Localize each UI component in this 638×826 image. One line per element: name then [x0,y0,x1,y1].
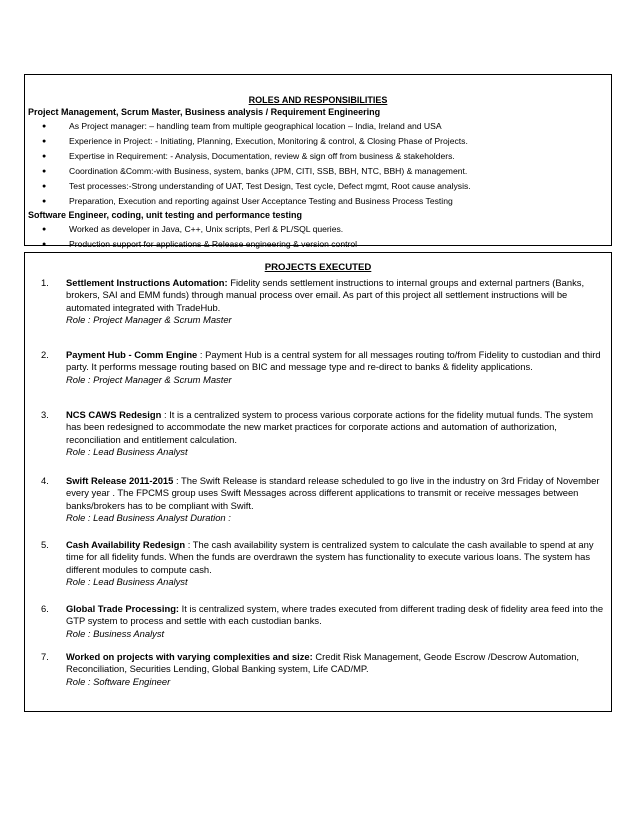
bullet-icon: ● [42,168,47,175]
list-item: ● Production support for applications & Release engineering & version control [25,237,611,252]
bullet-icon: ● [42,198,47,205]
project-item [41,651,607,688]
projects-box [24,252,612,712]
project-description: : The Swift Release is standard release scheduled to go live in the industry on 3rd Friday of November every year . The FPCMS group uses Swift Messages across different applications to transmit or receive messages between banks/brokers has to be compliant with Swift. [66,475,600,511]
bullet-icon: ● [42,226,47,233]
list-item: ● Worked as developer in Java, C++, Unix scripts, Perl & PL/SQL queries. [25,222,611,237]
list-item: ● Experience in Project: - Initiating, Planning, Execution, Monitoring & control, & Closing Phase of Projects. [25,134,611,149]
project-number: 3. [41,409,49,420]
project-role: Role : Project Manager & Scrum Master [66,373,232,385]
project-description: : The cash availability system is centralized system to calculate the cash available to spend at any time for all fidelity funds. When the funds are overdrawn the system has functionality to execute various loans. The system has different modules to compute cash. [66,539,594,575]
list-item: ● Test processes:-Strong understanding of UAT, Test Design, Test cycle, Defect mgmt, Root cause analysis. [25,179,611,194]
project-description: : It is a centralized system to process various corporate actions for the fidelity mutual funds. The system has been redesigned to accommodate the new market practices for corporate actions and automation of authorization, reconciliation and entitlement calculation. [66,409,594,445]
project-number: 4. [41,475,49,486]
bullet-icon: ● [42,153,47,160]
projects-heading: PROJECTS EXECUTED [264,262,372,273]
project-item [41,603,607,640]
bullet-icon: ● [42,183,47,190]
software-engineer-list [25,222,611,252]
project-number: 6. [41,603,49,614]
project-role: Role : Lead Business Analyst [66,445,188,457]
project-title: Cash Availability Redesign [66,539,186,550]
project-title: Worked on projects with varying complexities and size: [66,651,313,662]
project-description: It is centralized system, where trades executed from different trading desk of fidelity area feed into the GTP system to process and settle with each custodian banks. [66,603,604,627]
project-item [41,409,607,458]
project-description: : Payment Hub is a central system for all messages routing to/from Fidelity to custodian and third party. It performs message routing based on BIC and message type and re-direct to banks & fidelity applications. [66,349,601,373]
roles-heading: ROLES AND RESPONSIBILITIES [248,95,388,105]
list-item: ● Preparation, Execution and reporting against User Acceptance Testing and Business Process Testing [25,194,611,209]
project-title: Payment Hub - Comm Engine [66,349,198,360]
project-description: Credit Risk Management, Geode Escrow /Descrow Automation, Reconciliation, Securities Lending, Global Banking system, Life CAD/MP. [66,651,580,675]
project-number: 1. [41,277,49,288]
list-item: ● Coordination &Comm:-with Business, system, banks (JPM, CITI, SSB, BBH, NTC, BBH) & management. [25,164,611,179]
project-role: Role : Software Engineer [66,675,171,687]
project-title: NCS CAWS Redesign [66,409,162,420]
project-role: Role : Business Analyst [66,627,165,639]
list-item: ● Expertise in Requirement: - Analysis, Documentation, review & sign off from business & stakeholders. [25,149,611,164]
project-role: Role : Lead Business Analyst Duration : [66,511,231,523]
project-role: Role : Project Manager & Scrum Master [66,313,232,325]
roles-box [24,74,612,249]
list-item: ● As Project manager: – handling team from multiple geographical location – India, Ireland and USA [25,119,611,134]
bullet-icon: ● [42,123,47,130]
section-title-project-management: Project Management, Scrum Master, Business analysis / Requirement Engineering [28,107,381,117]
bullet-icon: ● [42,138,47,145]
project-title: Settlement Instructions Automation: [66,277,228,288]
section-title-software-engineer: Software Engineer, coding, unit testing and performance testing [28,210,303,220]
project-description: Fidelity sends settlement instructions to internal groups and external partners (Banks, brokers, SAI and EMM funds) through manual process over email. As part of this project all settlement instructions will be automated integrated with TradeHub. [66,277,585,313]
project-management-list [25,119,611,209]
project-item [41,539,607,588]
project-number: 5. [41,539,49,550]
project-number: 2. [41,349,49,360]
project-item [41,277,607,326]
project-item [41,475,607,524]
project-number: 7. [41,651,49,662]
project-role: Role : Lead Business Analyst [66,575,188,587]
project-title: Global Trade Processing: [66,603,180,614]
project-title: Swift Release 2011-2015 [66,475,174,486]
project-item [41,349,607,386]
bullet-icon: ● [42,241,47,248]
